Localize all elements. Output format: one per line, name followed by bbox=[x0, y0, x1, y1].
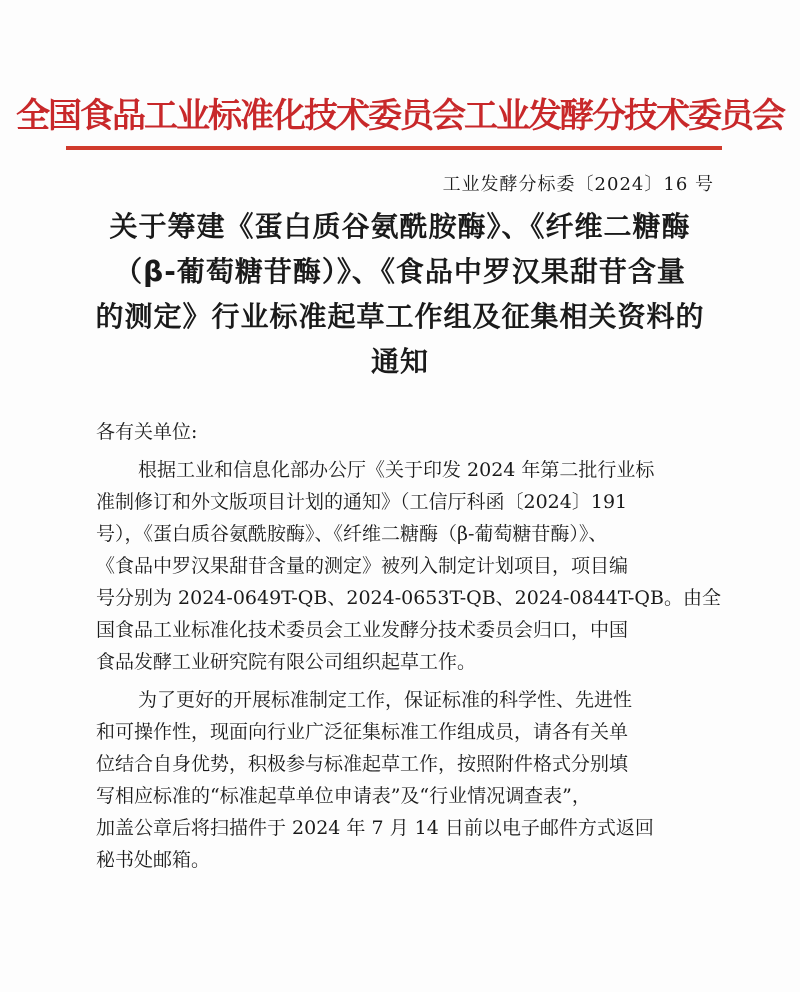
paragraph-line: 秘书处邮箱。 bbox=[96, 849, 211, 871]
paragraph-line: 根据工业和信息化部办公厅《关于印发 2024 年第二批行业标 bbox=[138, 459, 655, 481]
paragraph-line: 位结合自身优势，积极参与标准起草工作，按照附件格式分别填 bbox=[96, 753, 629, 775]
paragraph-line: 和可操作性，现面向行业广泛征集标准工作组成员，请各有关单 bbox=[96, 721, 629, 743]
paragraph-line: 国食品工业标准化技术委员会工业发酵分技术委员会归口，中国 bbox=[96, 619, 629, 641]
paragraph-line: 《食品中罗汉果甜苷含量的测定》被列入制定计划项目，项目编 bbox=[96, 555, 629, 577]
organization-header: 全国食品工业标准化技术委员会工业发酵分技术委员会 bbox=[16, 96, 784, 136]
title-line: 通知 bbox=[370, 345, 429, 378]
paragraph-line: 准制修订和外文版项目计划的通知》（工信厅科函〔2024〕191 bbox=[96, 491, 628, 513]
title-line: 的测定》行业标准起草工作组及征集相关资料的 bbox=[95, 300, 705, 333]
header-red-rule bbox=[66, 146, 722, 150]
notice-title bbox=[60, 204, 740, 384]
paragraph-line: 加盖公章后将扫描件于 2024 年 7 月 14 日前以电子邮件方式返回 bbox=[96, 817, 654, 839]
paragraph-line: 食品发酵工业研究院有限公司组织起草工作。 bbox=[96, 651, 477, 673]
paragraph-line: 号分别为 2024-0649T-QB、2024-0653T-QB、2024-0844T-QB。由全 bbox=[96, 587, 721, 609]
paragraph-2 bbox=[96, 684, 726, 876]
paragraph-line: 写相应标准的“标准起草单位申请表”及“行业情况调查表”， bbox=[96, 785, 591, 807]
title-line: （β-葡萄糖苷酶）》、《食品中罗汉果甜苷含量 bbox=[114, 255, 686, 288]
paragraph-line: 号），《蛋白质谷氨酰胺酶》、《纤维二糖酶（β-葡萄糖苷酶）》、 bbox=[96, 523, 608, 545]
paragraph-line: 为了更好的开展标准制定工作，保证标准的科学性、先进性 bbox=[138, 689, 633, 711]
document-number: 工业发酵分标委〔2024〕16 号 bbox=[442, 174, 714, 195]
notice-body bbox=[96, 416, 726, 882]
title-line: 关于筹建《蛋白质谷氨酰胺酶》、《纤维二糖酶 bbox=[109, 210, 691, 243]
salutation: 各有关单位: bbox=[96, 421, 198, 443]
paragraph-1 bbox=[96, 454, 726, 678]
